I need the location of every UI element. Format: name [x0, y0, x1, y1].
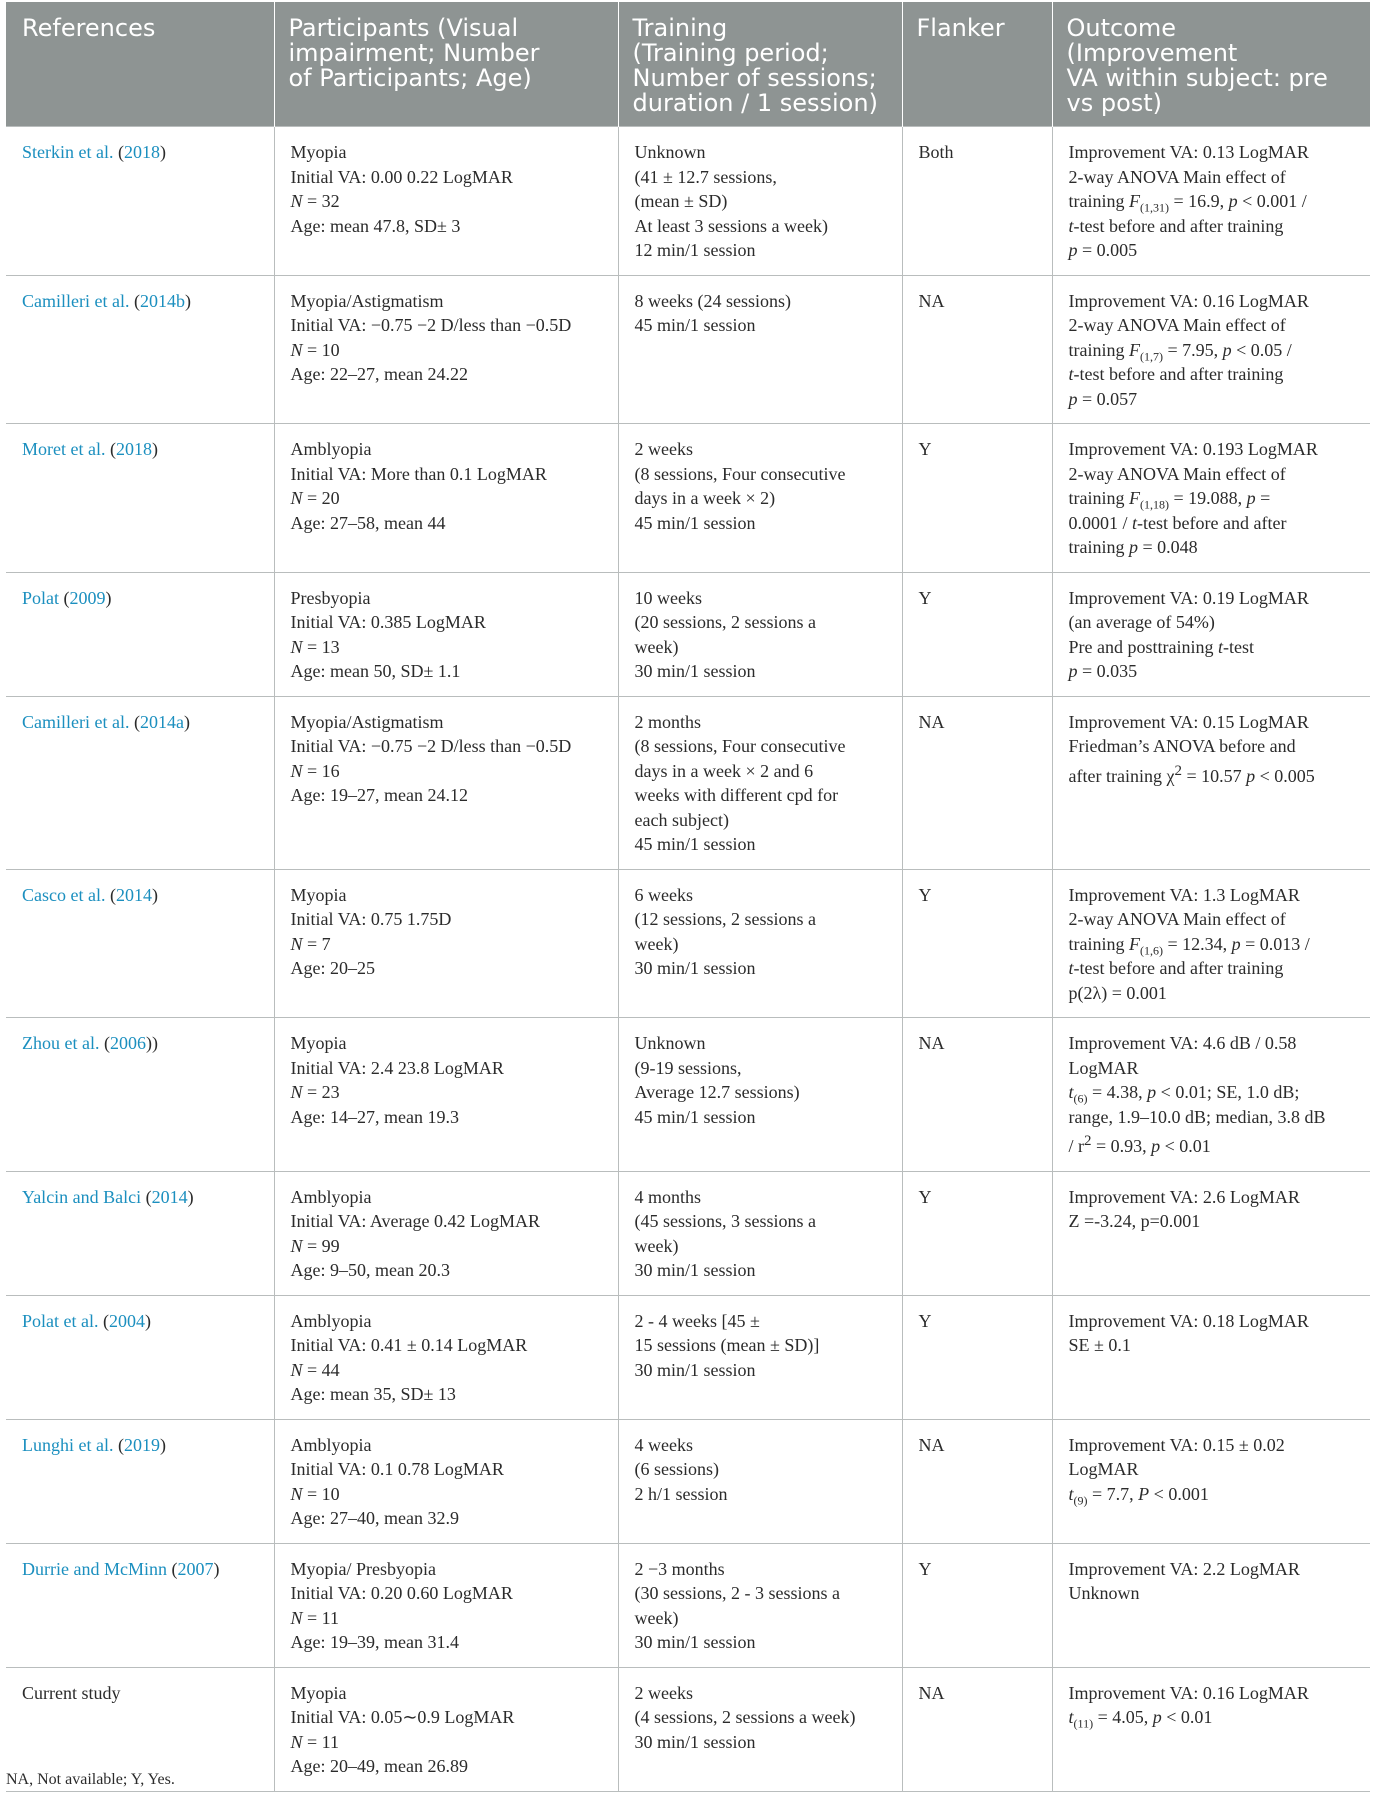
training-cell [618, 1543, 902, 1667]
training-cell-line: 45 min/1 session [634, 512, 756, 533]
training-cell-line: 30 min/1 session [634, 1731, 756, 1752]
flanker-cell: Y [902, 1295, 1052, 1419]
reference-paren: ( [129, 711, 140, 732]
reference-year-link[interactable]: 2014a [139, 711, 184, 732]
reference-cell [6, 1419, 274, 1543]
header-participants [274, 2, 618, 127]
training-cell-line: 4 weeks [634, 1434, 693, 1455]
header-line: Number of sessions; [632, 64, 877, 92]
participants-cell-line: Myopia [290, 884, 347, 905]
participants-cell-line: Amblyopia [290, 1310, 372, 1331]
outcome-cell-line: LogMAR [1068, 1057, 1139, 1078]
outcome-cell-line: Pre and posttraining t-test [1068, 636, 1254, 657]
training-cell-line: 30 min/1 session [634, 1632, 756, 1652]
reference-paren: ) [105, 587, 112, 608]
reference-author-link[interactable]: Camilleri et al. [22, 711, 130, 732]
training-cell-line: 45 min/1 session [634, 1106, 756, 1127]
reference-cell [6, 127, 274, 276]
flanker-cell: NA [902, 1667, 1052, 1791]
table-row [6, 696, 1370, 869]
reference-year-link[interactable]: 2014b [139, 290, 185, 311]
participants-cell-line: N = 13 [290, 636, 340, 657]
training-cell-line: each subject) [634, 809, 729, 830]
outcome-cell-line: range, 1.9–10.0 dB; median, 3.8 dB [1068, 1106, 1326, 1127]
participants-cell-line: Initial VA: 0.385 LogMAR [290, 612, 486, 632]
participants-cell [274, 127, 618, 276]
outcome-cell [1052, 1667, 1370, 1791]
outcome-cell-line: Unknown [1068, 1583, 1140, 1603]
participants-cell-line: Age: 20–49, mean 26.89 [290, 1756, 468, 1776]
reference-cell [6, 1018, 274, 1172]
outcome-cell-line: Improvement VA: 0.16 LogMAR [1068, 1682, 1309, 1703]
outcome-cell [1052, 869, 1370, 1018]
participants-cell-line: N = 11 [290, 1607, 339, 1628]
participants-cell [274, 1667, 618, 1791]
outcome-cell-line: Improvement VA: 0.13 LogMAR [1068, 142, 1309, 162]
participants-cell-line: N = 16 [290, 760, 340, 781]
training-cell-line: (12 sessions, 2 sessions a [634, 909, 817, 929]
participants-cell-line: Myopia/Astigmatism [290, 290, 444, 311]
reference-author-link[interactable]: Lunghi et al. [22, 1434, 114, 1455]
header-flanker [902, 2, 1052, 127]
table-footnote: NA, Not available; Y, Yes. [6, 1771, 175, 1788]
participants-cell-line: Myopia [290, 1682, 347, 1703]
participants-cell-line: Myopia/ Presbyopia [290, 1558, 436, 1579]
training-cell-line: week) [634, 1607, 679, 1628]
outcome-cell-line: p(2λ) = 0.001 [1068, 982, 1167, 1003]
header-outcome [1052, 2, 1370, 127]
comparison-table-container [6, 2, 1370, 1792]
participants-cell [274, 1018, 618, 1172]
participants-cell-line: Myopia/Astigmatism [290, 711, 444, 732]
training-cell-line: Average 12.7 sessions) [634, 1082, 800, 1102]
training-cell-line: 45 min/1 session [634, 315, 756, 335]
training-cell [618, 1171, 902, 1295]
header-line: VA within subject: pre [1066, 64, 1328, 92]
header-line: Outcome [1066, 14, 1177, 42]
training-cell-line: Unknown [634, 1033, 706, 1053]
outcome-cell-line: $t_{(9)} = 7.7$, P < 0.001 [1068, 1483, 1209, 1508]
training-cell-line: 2 months [634, 711, 702, 732]
outcome-cell-line: 2-way ANOVA Main effect of [1068, 463, 1286, 484]
participants-cell-line: Age: mean 50, SD± 1.1 [290, 661, 461, 681]
table-body [6, 127, 1370, 1792]
outcome-cell-line: Friedman’s ANOVA before and [1068, 736, 1296, 756]
reference-paren: ( [113, 1434, 124, 1455]
participants-cell-line: Age: 14–27, mean 19.3 [290, 1106, 459, 1127]
training-cell-line: 6 weeks [634, 884, 693, 905]
reference-cell [6, 696, 274, 869]
flanker-cell: Y [902, 572, 1052, 696]
table-row [6, 869, 1370, 1018]
training-cell-line: 45 min/1 session [634, 834, 756, 854]
outcome-cell-line: t-test before and after training [1068, 958, 1284, 978]
reference-author-link[interactable]: Sterkin et al. [22, 142, 114, 162]
reference-author-link[interactable]: Zhou et al. [22, 1033, 100, 1053]
table-row [6, 275, 1370, 424]
outcome-cell [1052, 1419, 1370, 1543]
participants-cell-line: Age: mean 47.8, SD± 3 [290, 215, 461, 236]
training-cell-line: week) [634, 1235, 679, 1256]
outcome-cell-line: after training $\chi^2 = 10.57$ p < 0.005 [1068, 762, 1315, 786]
participants-cell-line: N = 32 [290, 191, 340, 211]
flanker-cell: Y [902, 424, 1052, 573]
outcome-cell-line: training $F_{(1,7)} = 7.95$, p < 0.05 / [1068, 339, 1292, 364]
training-cell-line: 15 sessions (mean ± SD)] [634, 1335, 820, 1355]
reference-paren: ) [144, 1310, 151, 1331]
outcome-cell-line: training $F_{(1,31)} = 16.9$, p < 0.001 / [1068, 191, 1307, 215]
header-line: (Training period; [632, 39, 829, 67]
reference-year-link[interactable]: 2019 [123, 1434, 160, 1455]
participants-cell-line: N = 10 [290, 1483, 340, 1504]
outcome-cell-line: p = 0.005 [1068, 240, 1138, 260]
reference-paren: ( [113, 142, 124, 162]
training-cell-line: (41 ± 12.7 sessions, [634, 166, 777, 187]
participants-cell [274, 869, 618, 1018]
participants-cell [274, 1171, 618, 1295]
outcome-cell-line: (an average of 54%) [1068, 612, 1215, 632]
reference-cell [6, 1543, 274, 1667]
reference-paren: ( [59, 587, 70, 608]
header-line: (Improvement [1066, 39, 1238, 67]
training-cell-line: 2 −3 months [634, 1558, 725, 1579]
table-row [6, 1295, 1370, 1419]
outcome-cell-line: 2-way ANOVA Main effect of [1068, 315, 1286, 335]
training-cell-line: (8 sessions, Four consecutive [634, 736, 846, 756]
reference-paren: ( [166, 1558, 178, 1579]
training-cell-line: (30 sessions, 2 - 3 sessions a [634, 1583, 840, 1603]
outcome-cell [1052, 572, 1370, 696]
training-cell [618, 1667, 902, 1791]
participants-cell-line: Initial VA: 2.4 23.8 LogMAR [290, 1057, 504, 1078]
participants-cell-line: N = 10 [290, 339, 340, 360]
reference-year-link[interactable]: 2006 [109, 1033, 146, 1053]
reference-year-link[interactable]: 2014 [115, 884, 152, 905]
training-cell-line: 30 min/1 session [634, 1260, 756, 1280]
participants-cell-line: Initial VA: 0.20 0.60 LogMAR [290, 1583, 513, 1603]
participants-cell [274, 1295, 618, 1419]
training-cell-line: days in a week × 2) [634, 488, 776, 508]
reference-cell [6, 869, 274, 1018]
training-cell-line: At least 3 sessions a week) [634, 215, 828, 236]
header-line: Participants (Visual [288, 14, 519, 42]
table-row [6, 1171, 1370, 1295]
flanker-cell: NA [902, 275, 1052, 424]
table-row [6, 1419, 1370, 1543]
reference-paren: ( [105, 439, 116, 459]
training-cell-line: 30 min/1 session [634, 661, 756, 681]
training-cell-line: 2 weeks [634, 439, 693, 459]
participants-cell-line: N = 7 [290, 933, 331, 954]
outcome-cell-line: Improvement VA: 4.6 dB / 0.58 [1068, 1033, 1297, 1053]
participants-cell [274, 1543, 618, 1667]
training-cell-line: (6 sessions) [634, 1459, 719, 1479]
participants-cell-line: N = 23 [290, 1082, 340, 1102]
training-cell-line: (9-19 sessions, [634, 1057, 742, 1078]
reference-paren: ) [184, 290, 191, 311]
training-cell-line: week) [634, 636, 679, 657]
participants-cell-line: Initial VA: 0.00 0.22 LogMAR [290, 166, 513, 187]
training-cell-line: (45 sessions, 3 sessions a [634, 1211, 817, 1231]
header-line: Flanker [916, 14, 1005, 42]
participants-cell-line: Myopia [290, 142, 347, 162]
reference-cell [6, 572, 274, 696]
participants-cell-line: N = 99 [290, 1235, 340, 1256]
reference-year-link[interactable]: 2007 [177, 1558, 214, 1579]
training-cell-line: week) [634, 933, 679, 954]
outcome-cell-line: Z =-3.24, p=0.001 [1068, 1211, 1201, 1231]
training-cell [618, 275, 902, 424]
outcome-cell-line: training $F_{(1,18)} = 19.088$, p = [1068, 488, 1271, 512]
comparison-table [6, 2, 1370, 1792]
header-row [6, 2, 1370, 127]
participants-cell-line: Initial VA: 0.75 1.75D [290, 909, 452, 929]
outcome-cell [1052, 275, 1370, 424]
reference-paren: ( [105, 884, 116, 905]
reference-year-link[interactable]: 2004 [108, 1310, 145, 1331]
participants-cell-line: Age: 27–58, mean 44 [290, 512, 446, 533]
outcome-cell-line: Improvement VA: 0.193 LogMAR [1068, 439, 1318, 459]
training-cell-line: 10 weeks [634, 587, 702, 608]
training-cell [618, 1018, 902, 1172]
reference-author-link[interactable]: Polat et al. [22, 1310, 99, 1331]
participants-cell-line: Initial VA: −0.75 −2 D/less than −0.5D [290, 736, 572, 756]
participants-cell-line: Initial VA: Average 0.42 LogMAR [290, 1211, 540, 1231]
flanker-cell: Y [902, 1543, 1052, 1667]
training-cell [618, 1419, 902, 1543]
training-cell-line: 2 h/1 session [634, 1483, 728, 1504]
reference-author-link[interactable]: Yalcin and Balci [22, 1186, 142, 1207]
outcome-cell [1052, 1018, 1370, 1172]
reference-author-link[interactable]: Moret et al. [22, 439, 106, 459]
participants-cell-line: Age: 19–39, mean 31.4 [290, 1632, 459, 1652]
participants-cell-line: N = 20 [290, 488, 340, 508]
outcome-cell-line: LogMAR [1068, 1459, 1139, 1479]
table-row [6, 127, 1370, 276]
training-cell-line: Unknown [634, 142, 706, 162]
training-cell-line: 8 weeks (24 sessions) [634, 290, 791, 311]
header-references [6, 2, 274, 127]
outcome-cell-line: 0.0001 / t-test before and after [1068, 512, 1287, 533]
table-header [6, 2, 1370, 127]
outcome-cell-line: t-test before and after training [1068, 215, 1284, 236]
participants-cell-line: N = 44 [290, 1359, 340, 1380]
training-cell-line: 30 min/1 session [634, 958, 756, 978]
reference-year-link[interactable]: 2009 [69, 587, 106, 608]
training-cell [618, 572, 902, 696]
outcome-cell-line: t-test before and after training [1068, 364, 1284, 384]
participants-cell-line: Initial VA: 0.41 ± 0.14 LogMAR [290, 1335, 528, 1355]
outcome-cell-line: Improvement VA: 0.15 ± 0.02 [1068, 1434, 1285, 1455]
outcome-cell-line: $t_{(6)} = 4.38$, p < 0.01; SE, 1.0 dB; [1068, 1082, 1300, 1106]
reference-text: Current study [22, 1682, 121, 1703]
participants-cell-line: Amblyopia [290, 1434, 372, 1455]
training-cell-line: 2 weeks [634, 1682, 693, 1703]
header-line: impairment; Number [288, 39, 540, 67]
training-cell-line: 12 min/1 session [634, 240, 756, 260]
header-line: duration / 1 session) [632, 89, 878, 117]
reference-paren: ) [213, 1558, 220, 1579]
participants-cell-line: Amblyopia [290, 1186, 372, 1207]
reference-cell [6, 1171, 274, 1295]
table-row [6, 1543, 1370, 1667]
reference-year-link[interactable]: 2014 [151, 1186, 188, 1207]
reference-paren: ) [187, 1186, 194, 1207]
training-cell [618, 127, 902, 276]
header-line: Training [632, 14, 728, 42]
outcome-cell-line: training p = 0.048 [1068, 537, 1198, 557]
participants-cell-line: Initial VA: −0.75 −2 D/less than −0.5D [290, 315, 572, 335]
participants-cell [274, 424, 618, 573]
header-line: References [22, 14, 156, 42]
table-row [6, 572, 1370, 696]
participants-cell-line: Amblyopia [290, 439, 372, 459]
reference-year-link[interactable]: 2018 [115, 439, 152, 459]
participants-cell-line: Initial VA: 0.1 0.78 LogMAR [290, 1459, 504, 1479]
training-cell [618, 1295, 902, 1419]
participants-cell-line: Age: 19–27, mean 24.12 [290, 785, 468, 805]
outcome-cell-line: Improvement VA: 0.18 LogMAR [1068, 1310, 1309, 1331]
outcome-cell [1052, 696, 1370, 869]
training-cell [618, 424, 902, 573]
outcome-cell-line: Improvement VA: 0.15 LogMAR [1068, 711, 1309, 732]
participants-cell-line: Presbyopia [290, 587, 371, 608]
reference-paren: ( [129, 290, 140, 311]
reference-paren: )) [145, 1033, 158, 1053]
table-row [6, 1667, 1370, 1791]
reference-cell [6, 275, 274, 424]
participants-cell-line: Initial VA: 0.05∼0.9 LogMAR [290, 1707, 515, 1727]
table-row [6, 424, 1370, 573]
participants-cell-line: Age: 27–40, mean 32.9 [290, 1508, 459, 1528]
training-cell-line: (20 sessions, 2 sessions a [634, 612, 817, 632]
reference-author-link[interactable]: Casco et al. [22, 884, 106, 905]
outcome-cell-line: p = 0.057 [1068, 388, 1138, 409]
reference-author-link[interactable]: Durrie and McMinn [22, 1558, 167, 1579]
participants-cell-line: Myopia [290, 1033, 347, 1053]
flanker-cell: Y [902, 869, 1052, 1018]
outcome-cell-line: training $F_{(1,6)} = 12.34$, p = 0.013 / [1068, 933, 1310, 958]
outcome-cell-line: Improvement VA: 0.19 LogMAR [1068, 587, 1309, 608]
participants-cell [274, 1419, 618, 1543]
outcome-cell-line: Improvement VA: 2.6 LogMAR [1068, 1186, 1300, 1207]
training-cell-line: 4 months [634, 1186, 702, 1207]
flanker-cell: NA [902, 1018, 1052, 1172]
training-cell [618, 696, 902, 869]
participants-cell-line: Age: 22–27, mean 24.22 [290, 364, 468, 384]
reference-paren: ) [183, 711, 190, 732]
reference-author-link[interactable]: Camilleri et al. [22, 290, 130, 311]
flanker-cell: NA [902, 696, 1052, 869]
reference-paren: ) [151, 884, 158, 905]
outcome-cell-line: 2-way ANOVA Main effect of [1068, 909, 1286, 929]
outcome-cell-line: Improvement VA: 0.16 LogMAR [1068, 290, 1309, 311]
reference-paren: ) [151, 439, 158, 459]
flanker-cell: Y [902, 1171, 1052, 1295]
reference-cell [6, 1295, 274, 1419]
outcome-cell [1052, 1171, 1370, 1295]
outcome-cell-line: / $r^2 = 0.93$, p < 0.01 [1068, 1133, 1211, 1156]
training-cell-line: days in a week × 2 and 6 [634, 760, 814, 781]
outcome-cell [1052, 127, 1370, 276]
outcome-cell [1052, 1543, 1370, 1667]
outcome-cell-line: Improvement VA: 2.2 LogMAR [1068, 1558, 1300, 1579]
reference-paren: ) [159, 1434, 166, 1455]
flanker-cell: NA [902, 1419, 1052, 1543]
training-cell-line: (4 sessions, 2 sessions a week) [634, 1707, 856, 1727]
reference-cell [6, 424, 274, 573]
outcome-cell-line: $t_{(11)} = 4.05$, p < 0.01 [1068, 1707, 1213, 1731]
participants-cell-line: Age: 9–50, mean 20.3 [290, 1260, 450, 1280]
header-line: vs post) [1066, 89, 1163, 117]
reference-year-link[interactable]: 2018 [123, 142, 160, 162]
reference-paren: ( [98, 1310, 109, 1331]
participants-cell-line: Age: mean 35, SD± 13 [290, 1384, 456, 1404]
training-cell-line: (8 sessions, Four consecutive [634, 463, 846, 484]
outcome-cell-line: SE ± 0.1 [1068, 1335, 1131, 1355]
participants-cell-line: Initial VA: More than 0.1 LogMAR [290, 463, 547, 484]
table-row [6, 1018, 1370, 1172]
training-cell [618, 869, 902, 1018]
training-cell-line: 30 min/1 session [634, 1359, 756, 1380]
training-cell-line: 2 - 4 weeks [45 ± [634, 1310, 760, 1331]
training-cell-line: (mean ± SD) [634, 191, 728, 211]
header-training [618, 2, 902, 127]
participants-cell [274, 572, 618, 696]
header-line: of Participants; Age) [288, 64, 532, 92]
outcome-cell [1052, 424, 1370, 573]
participants-cell [274, 275, 618, 424]
outcome-cell-line: 2-way ANOVA Main effect of [1068, 166, 1286, 187]
reference-paren: ) [159, 142, 166, 162]
reference-author-link[interactable]: Polat [22, 587, 60, 608]
outcome-cell [1052, 1295, 1370, 1419]
participants-cell-line: N = 11 [290, 1731, 339, 1752]
training-cell-line: weeks with different cpd for [634, 785, 839, 805]
participants-cell-line: Age: 20–25 [290, 958, 375, 978]
flanker-cell: Both [902, 127, 1052, 276]
outcome-cell-line: p = 0.035 [1068, 661, 1138, 681]
participants-cell [274, 696, 618, 869]
outcome-cell-line: Improvement VA: 1.3 LogMAR [1068, 884, 1300, 905]
reference-paren: ( [99, 1033, 110, 1053]
reference-paren: ( [141, 1186, 152, 1207]
